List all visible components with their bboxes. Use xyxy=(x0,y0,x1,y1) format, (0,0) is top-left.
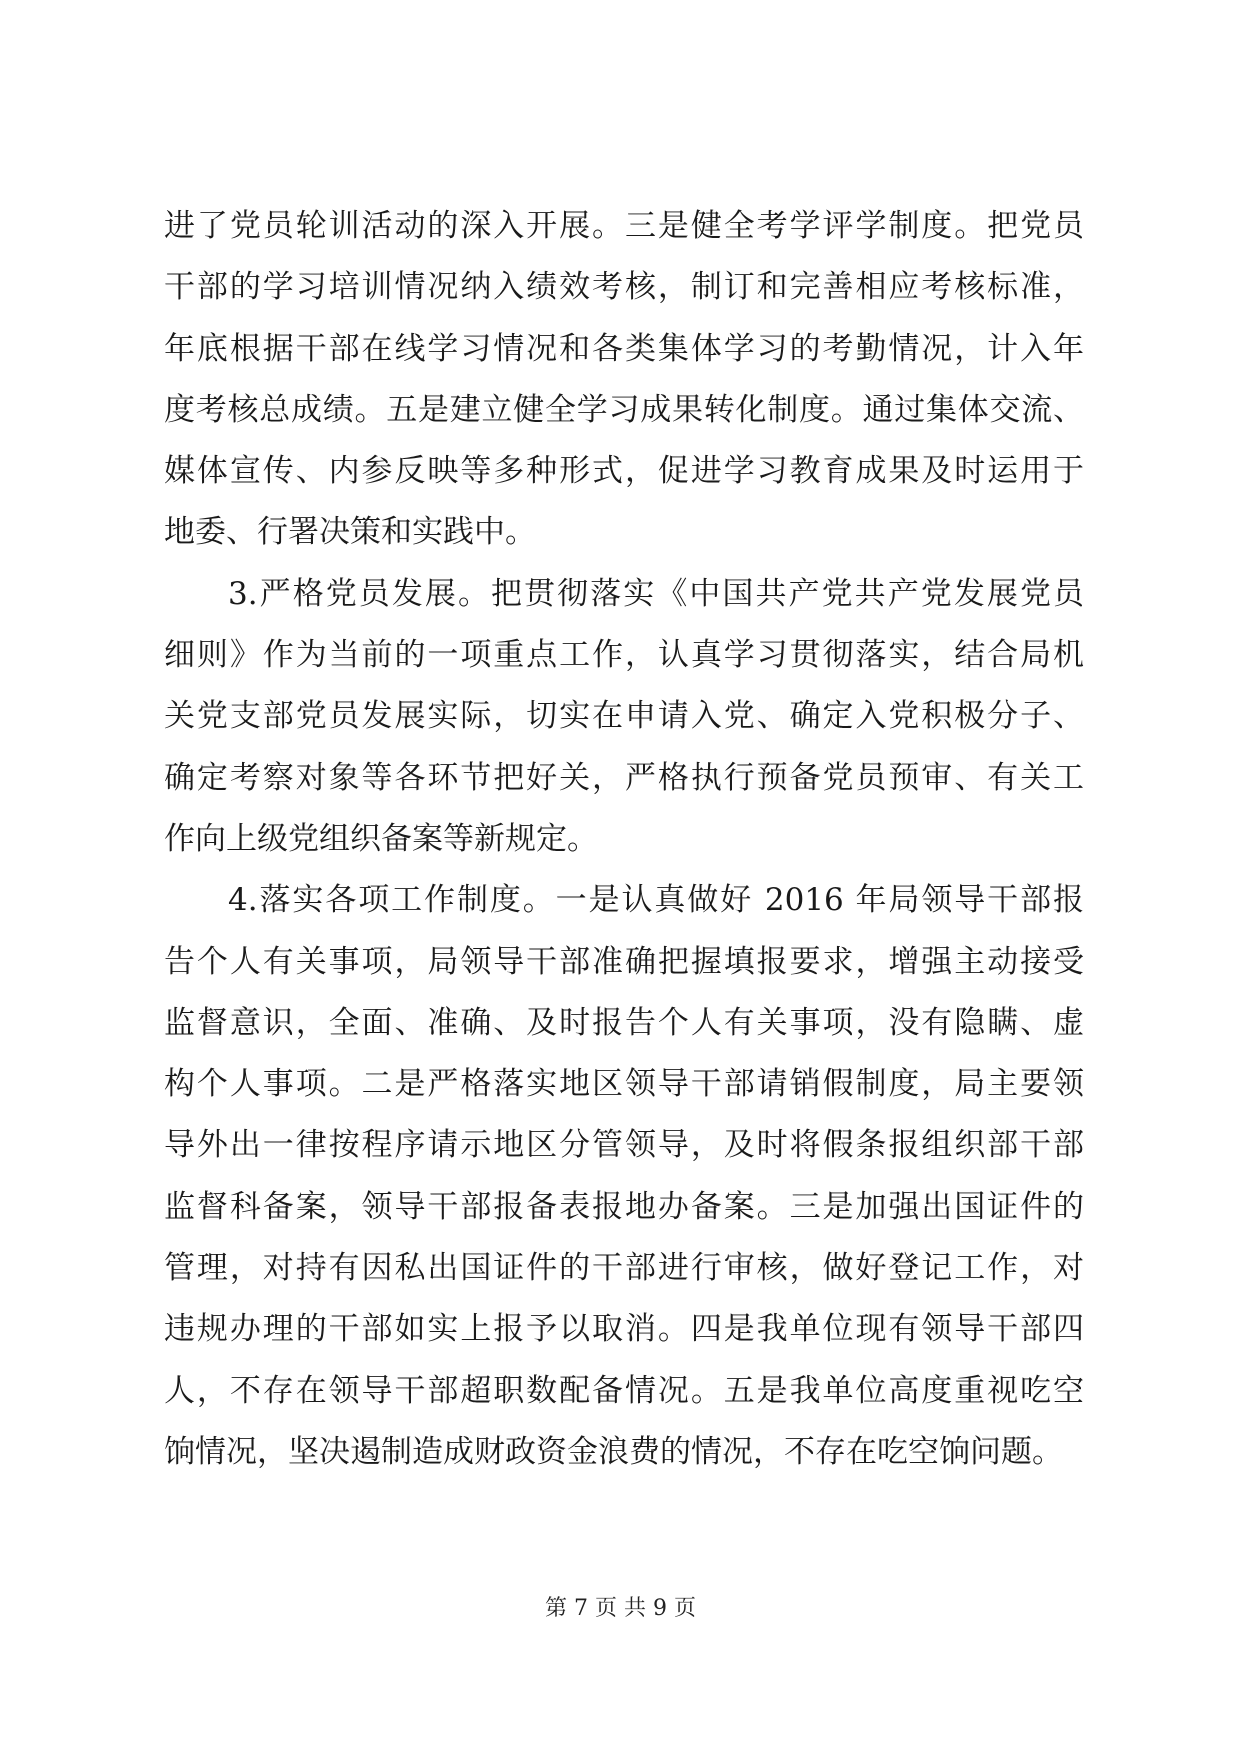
text-line: 进了党员轮训活动的深入开展。三是健全考学评学制度。把党员 xyxy=(164,208,1084,244)
text-line: 4.落实各项工作制度。一是认真做好 2016 年局领导干部报 xyxy=(228,882,1084,919)
text-line: 确定考察对象等各环节把好关，严格执行预备党员预审、有关工 xyxy=(164,759,1084,796)
text-line: 人，不存在领导干部超职数配备情况。五是我单位高度重视吃空 xyxy=(164,1372,1084,1409)
text-line: 干部的学习培训情况纳入绩效考核，制订和完善相应考核标准， xyxy=(164,269,1084,306)
text-line: 违规办理的干部如实上报予以取消。四是我单位现有领导干部四 xyxy=(164,1311,1084,1348)
text-line: 监督科备案，领导干部报备表报地办备案。三是加强出国证件的 xyxy=(164,1188,1084,1225)
text-line: 细则》作为当前的一项重点工作，认真学习贯彻落实，结合局机 xyxy=(164,637,1084,674)
text-line: 管理，对持有因私出国证件的干部进行审核，做好登记工作，对 xyxy=(164,1250,1084,1287)
text-line: 构个人事项。二是严格落实地区领导干部请销假制度，局主要领 xyxy=(164,1066,1084,1103)
text-line: 度考核总成绩。五是建立健全学习成果转化制度。通过集体交流、 xyxy=(164,391,1084,428)
text-line: 饷情况，坚决遏制造成财政资金浪费的情况，不存在吃空饷问题。 xyxy=(164,1433,1063,1470)
text-line: 3.严格党员发展。把贯彻落实《中国共产党共产党发展党员 xyxy=(228,575,1084,612)
text-line: 关党支部党员发展实际，切实在申请入党、确定入党积极分子、 xyxy=(164,698,1084,735)
text-line: 告个人有关事项，局领导干部准确把握填报要求，增强主动接受 xyxy=(164,943,1084,980)
text-line: 地委、行署决策和实践中。 xyxy=(164,514,536,551)
body-text xyxy=(164,196,1084,1483)
page-number: 第 7 页 共 9 页 xyxy=(545,1596,696,1621)
text-line: 监督意识，全面、准确、及时报告个人有关事项，没有隐瞒、虚 xyxy=(164,1004,1084,1041)
text-line: 年底根据干部在线学习情况和各类集体学习的考勤情况，计入年 xyxy=(164,330,1084,367)
text-line: 导外出一律按程序请示地区分管领导，及时将假条报组织部干部 xyxy=(164,1127,1084,1164)
text-line: 媒体宣传、内参反映等多种形式，促进学习教育成果及时运用于 xyxy=(164,453,1084,490)
text-line: 作向上级党组织备案等新规定。 xyxy=(164,820,598,857)
